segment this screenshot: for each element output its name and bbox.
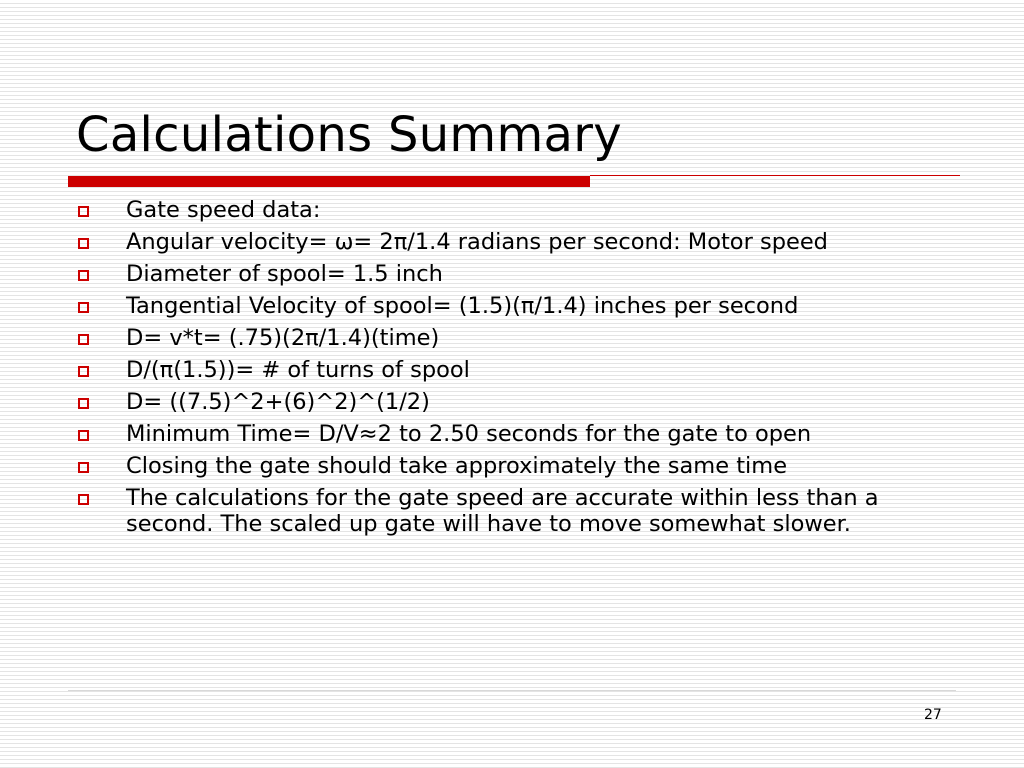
- bullet-item: [76, 294, 966, 320]
- title-underline-thick: [68, 176, 590, 187]
- bullet-text: D= ((7.5)^2+(6)^2)^(1/2): [126, 389, 430, 415]
- bullet-item: [76, 326, 966, 352]
- hollow-square-icon: [78, 398, 89, 409]
- bullet-item: [76, 358, 966, 384]
- hollow-square-icon: [78, 238, 89, 249]
- bullet-item: [76, 198, 966, 224]
- hollow-square-icon: [78, 462, 89, 473]
- bullet-text: D/(π(1.5))= # of turns of spool: [126, 357, 470, 383]
- bullet-item: [76, 262, 966, 288]
- bullet-text: Angular velocity= ω= 2π/1.4 radians per second: Motor speed: [126, 229, 828, 255]
- hollow-square-icon: [78, 334, 89, 345]
- bullet-list: [76, 198, 966, 544]
- hollow-square-icon: [78, 206, 89, 217]
- bullet-text: The calculations for the gate speed are accurate within less than a second. The scaled up gate will have to move somewhat slower.: [126, 485, 879, 537]
- hollow-square-icon: [78, 430, 89, 441]
- bullet-item: [76, 230, 966, 256]
- hollow-square-icon: [78, 494, 89, 505]
- page-number: 27: [924, 707, 942, 723]
- bullet-text: Minimum Time= D/V≈2 to 2.50 seconds for the gate to open: [126, 421, 812, 447]
- title-underline-thin: [590, 175, 960, 176]
- hollow-square-icon: [78, 270, 89, 281]
- footer-divider: [68, 690, 956, 691]
- bullet-item: [76, 422, 966, 448]
- bullet-text: Diameter of spool= 1.5 inch: [126, 261, 443, 287]
- hollow-square-icon: [78, 302, 89, 313]
- bullet-text: Closing the gate should take approximately the same time: [126, 453, 788, 479]
- bullet-text: Gate speed data:: [126, 197, 321, 223]
- bullet-text: Tangential Velocity of spool= (1.5)(π/1.4) inches per second: [126, 293, 799, 319]
- bullet-text: D= v*t= (.75)(2π/1.4)(time): [126, 325, 440, 351]
- bullet-item: [76, 390, 966, 416]
- bullet-item: [76, 454, 966, 480]
- bullet-item: [76, 486, 966, 537]
- hollow-square-icon: [78, 366, 89, 377]
- slide-title: Calculations Summary: [76, 107, 622, 163]
